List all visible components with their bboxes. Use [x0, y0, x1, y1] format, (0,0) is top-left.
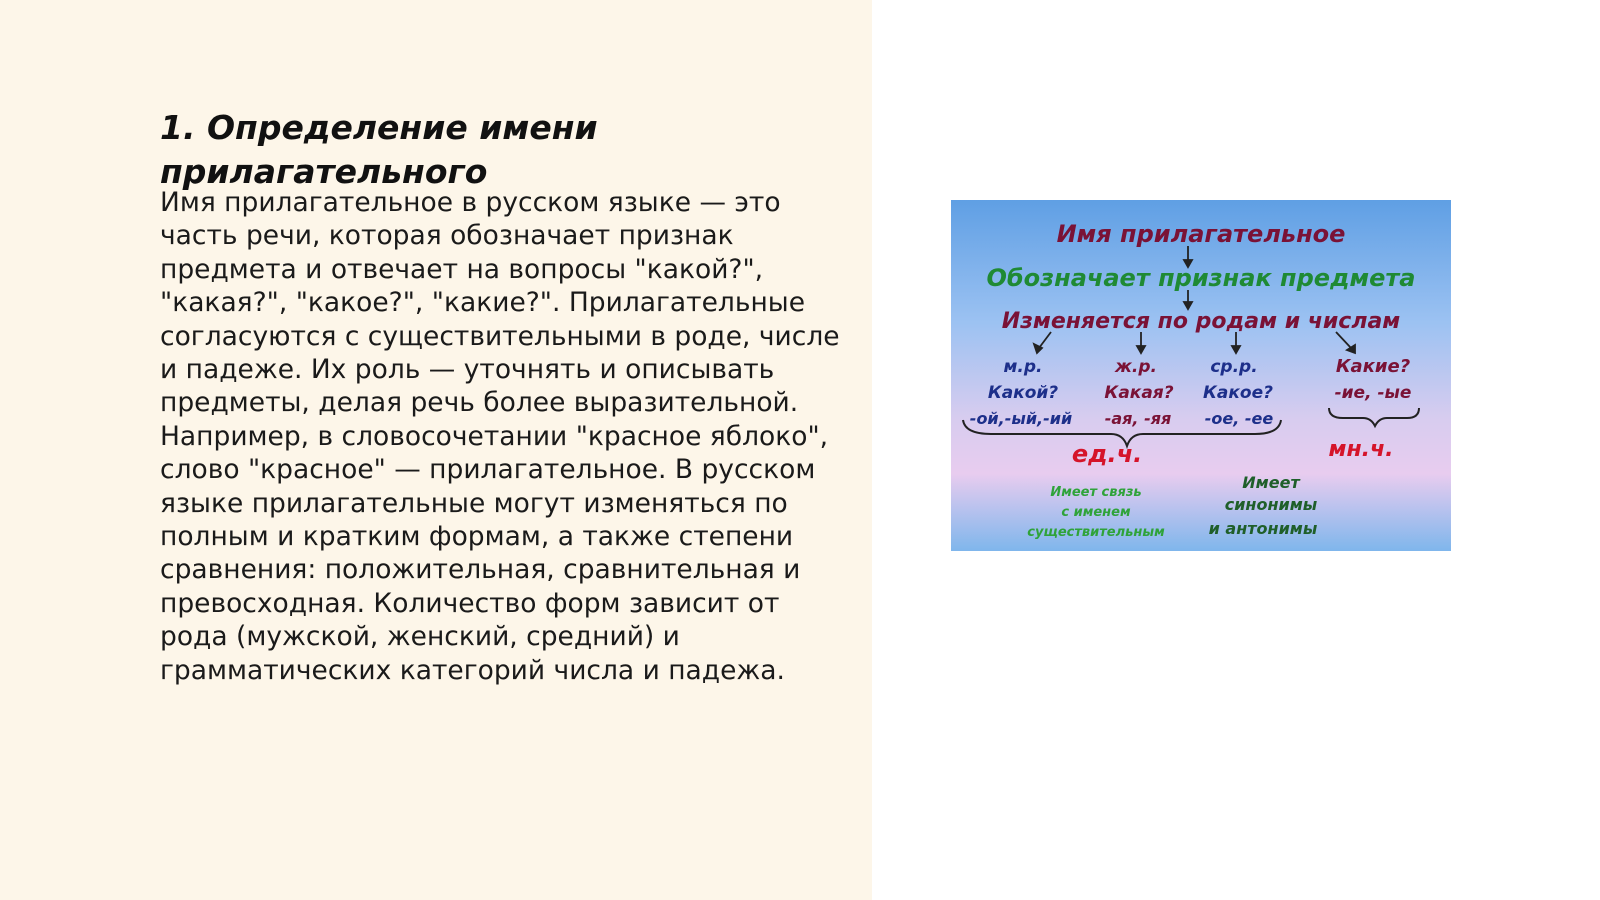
synonyms-line-3: и антонимы	[1208, 519, 1318, 538]
slide-title: 1. Определение имени прилагательного	[160, 108, 598, 191]
connection-line-3: существительным	[1027, 525, 1165, 540]
neuter-label: ср.р.	[1210, 357, 1258, 377]
singular-number-label: ед.ч.	[1071, 440, 1143, 468]
diagram-line-meaning: Обозначает признак предмета	[986, 264, 1416, 292]
feminine-label: ж.р.	[1114, 357, 1158, 377]
plural-number-label: мн.ч.	[1328, 437, 1394, 462]
masculine-question: Какой?	[987, 383, 1059, 403]
plural-brace	[1329, 408, 1419, 426]
adjective-diagram-image	[951, 200, 1451, 551]
neuter-question: Какое?	[1203, 383, 1273, 403]
synonyms-line-2: синонимы	[1224, 495, 1318, 514]
plural-endings: -ие, -ые	[1334, 383, 1412, 403]
diagram-line-changes: Изменяется по родам и числам	[1001, 309, 1401, 334]
neuter-endings: -ое, -ее	[1204, 409, 1274, 428]
feminine-question: Какая?	[1104, 383, 1174, 403]
connection-line-2: с именем	[1061, 505, 1131, 520]
diagram-arrows	[1034, 246, 1355, 353]
adjective-diagram	[951, 200, 1451, 551]
masculine-label: м.р.	[1003, 357, 1043, 377]
synonyms-line-1: Имеет	[1242, 473, 1300, 492]
plural-question: Какие?	[1335, 356, 1411, 377]
masculine-endings: -ой,-ый,-ий	[969, 409, 1073, 428]
feminine-endings: -ая, -яя	[1104, 409, 1172, 428]
connection-line-1: Имеет связь	[1050, 485, 1142, 500]
diagram-heading: Имя прилагательное	[1056, 220, 1346, 248]
slide-body-text: Имя прилагательное в русском языке — это часть речи, которая обозначает признак предмета и отвечает на вопросы "какой?", "какая?", "какое?", "какие?". Прилагательные согласуются с существительными в роде, числе и падеже. Их роль — уточнять и описывать предметы, делая речь более выразительной. Например, в словосочетании "красное яблоко", слово "красное" — прилагательное. В русском языке прилагательные могут изменяться по полным и кратким формам, а также степени сравнения: положительная, сравнительная и превосходная. Количество форм зависит от рода (мужской, женский, средний) и грамматических категорий числа и падежа.	[160, 187, 840, 686]
